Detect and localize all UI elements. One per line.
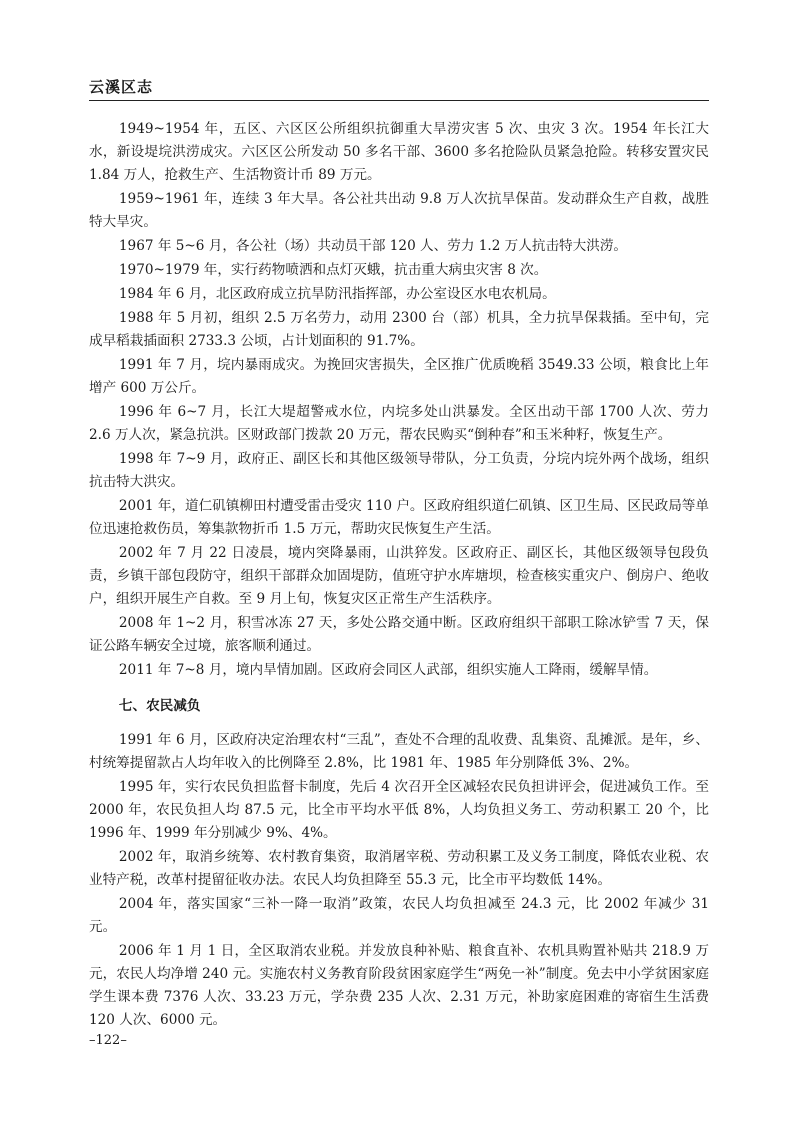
section-heading-farmer-burden: 七、农民减负	[118, 698, 201, 714]
paragraph-1996: 1996 年 6~7 月，长江大堤超警戒水位，内垸多处山洪暴发。全区出动干部 1700 人次、劳力 2.6 万人次，紧急抗洪。区财政部门拨款 20 万元，帮农民购买“倒种春”和玉米种籽，恢复生产。	[89, 404, 709, 443]
paragraph-2008: 2008 年 1~2 月，积雪冰冻 27 天，多处公路交通中断。区政府组织干部职工除冰铲雪 7 天，保证公路车辆安全过境，旅客顺利通过。	[89, 615, 709, 654]
paragraph-1995: 1995 年，实行农民负担监督卡制度，先后 4 次召开全区减轻农民负担讲评会，促进减负工作。至 2000 年，农民负担人均 87.5 元，比全市平均水平低 8%，人均负担义务工、劳动积累工 20 个，比 1996 年、1999 年分别减少 9%、4%。	[89, 779, 709, 841]
paragraph-1991-flood: 1991 年 7 月，垸内暴雨成灾。为挽回灾害损失，全区推广优质晚稻 3549.33 公顷，粮食比上年增产 600 万公斤。	[89, 357, 709, 396]
running-header-title: 云溪区志	[89, 78, 154, 96]
paragraph-2002-storm: 2002 年 7 月 22 日凌晨，境内突降暴雨，山洪猝发。区政府正、副区长，其他区级领导包段负责，乡镇干部包段防守，组织干部群众加固堤防，值班守护水库塘坝，检查核实重灾户、倒房户、绝收户，组织开展生产自救。至 9 月上旬，恢复灾区正常生产生活秩序。	[89, 545, 709, 607]
header-divider	[89, 100, 709, 101]
paragraph-2011: 2011 年 7~8 月，境内旱情加剧。区政府会同区人武部，组织实施人工降雨，缓解旱情。	[118, 662, 658, 678]
paragraph-2004: 2004 年，落实国家“三补一降一取消”政策，农民人均负担减至 24.3 元，比 2002 年减少 31 元。	[89, 896, 709, 935]
paragraph-1967: 1967 年 5~6 月，各公社（场）共动员干部 120 人、劳力 1.2 万人抗击特大洪涝。	[118, 238, 628, 254]
paragraph-1959-1961: 1959~1961 年，连续 3 年大旱。各公社共出动 9.8 万人次抗旱保苗。发动群众生产自救，战胜特大旱灾。	[89, 191, 709, 230]
page-number: –122–	[89, 1033, 127, 1048]
paragraph-1970-1979: 1970~1979 年，实行药物喷洒和点灯灭蛾，抗击重大病虫灾害 8 次。	[118, 262, 548, 278]
paragraph-1991-three-chaos: 1991 年 6 月，区政府决定治理农村“三乱”，查处不合理的乱收费、乱集资、乱摊派。是年，乡、村统筹提留款占人均年收入的比例降至 2.8%，比 1981 年、1985 年分别降低 3%、2%。	[89, 732, 709, 771]
paragraph-1984: 1984 年 6 月，北区政府成立抗旱防汛指挥部，办公室设区水电农机局。	[118, 286, 556, 302]
paragraph-1998: 1998 年 7~9 月，政府正、副区长和其他区级领导带队，分工负责，分垸内垸外两个战场，组织抗击特大洪灾。	[89, 451, 709, 490]
paragraph-2006: 2006 年 1 月 1 日，全区取消农业税。并发放良种补贴、粮食直补、农机具购置补贴共 218.9 万元，农民人均净增 240 元。实施农村义务教育阶段贫困家庭学生“两免一补”制度。免去中小学贫困家庭学生课本费 7376 人次、33.23 万元，学杂费 235 人次、2.31 万元，补助家庭困难的寄宿生生活费 120 人次、6000 元。	[89, 943, 709, 1028]
paragraph-1949-1954: 1949~1954 年，五区、六区区公所组织抗御重大旱涝灾害 5 次、虫灾 3 次。1954 年长江大水，新设堤垸洪涝成灾。六区区公所发动 50 多名干部、3600 多名抢险队员紧急抢险。转移安置灾民 1.84 万人，抢救生产、生活物资计币 89 万元。	[89, 121, 709, 183]
paragraph-1988: 1988 年 5 月初，组织 2.5 万名劳力，动用 2300 台（部）机具，全力抗旱保栽插。至中旬，完成早稻栽插面积 2733.3 公顷，占计划面积的 91.7%。	[89, 310, 709, 349]
paragraph-2002-tax-reform: 2002 年，取消乡统筹、农村教育集资，取消屠宰税、劳动积累工及义务工制度，降低农业税、农业特产税，改革村提留征收办法。农民人均负担降至 55.3 元，比全市平均数低 14%。	[89, 849, 709, 888]
paragraph-2001: 2001 年，道仁矶镇柳田村遭受雷击受灾 110 户。区政府组织道仁矶镇、区卫生局、区民政局等单位迅速抢救伤员，筹集款物折币 1.5 万元，帮助灾民恢复生产生活。	[89, 498, 709, 537]
page-body	[89, 118, 709, 1033]
